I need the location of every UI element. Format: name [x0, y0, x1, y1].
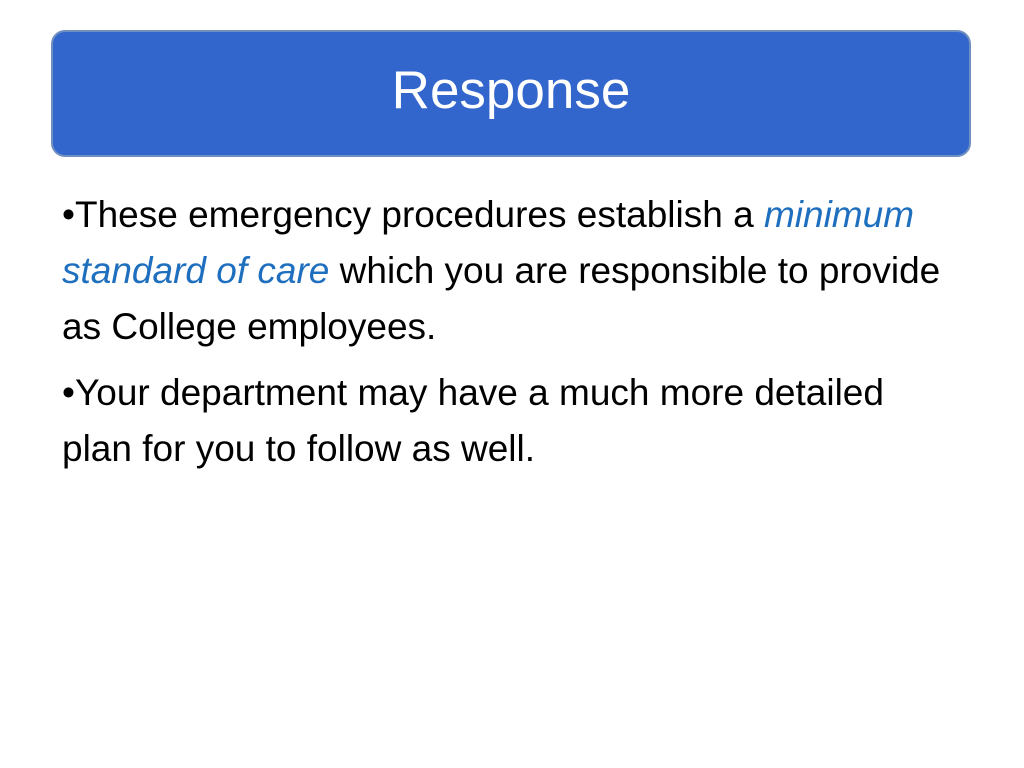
title-banner	[51, 30, 971, 157]
slide-title: Response	[391, 61, 631, 120]
bullet-list	[62, 187, 962, 487]
bullet-text-after: which you are responsible to provide as College employees.	[62, 250, 941, 347]
bullet-emphasis-text: minimum standard of care	[62, 194, 915, 291]
bullet-marker: •	[62, 372, 75, 413]
bullet-text-before: These emergency procedures establish a	[74, 194, 754, 235]
bullet-marker: •	[62, 194, 75, 235]
bullet-item	[62, 365, 962, 477]
bullet-text: Your department may have a much more detailed plan for you to follow as well.	[62, 372, 884, 469]
bullet-item	[62, 187, 962, 355]
